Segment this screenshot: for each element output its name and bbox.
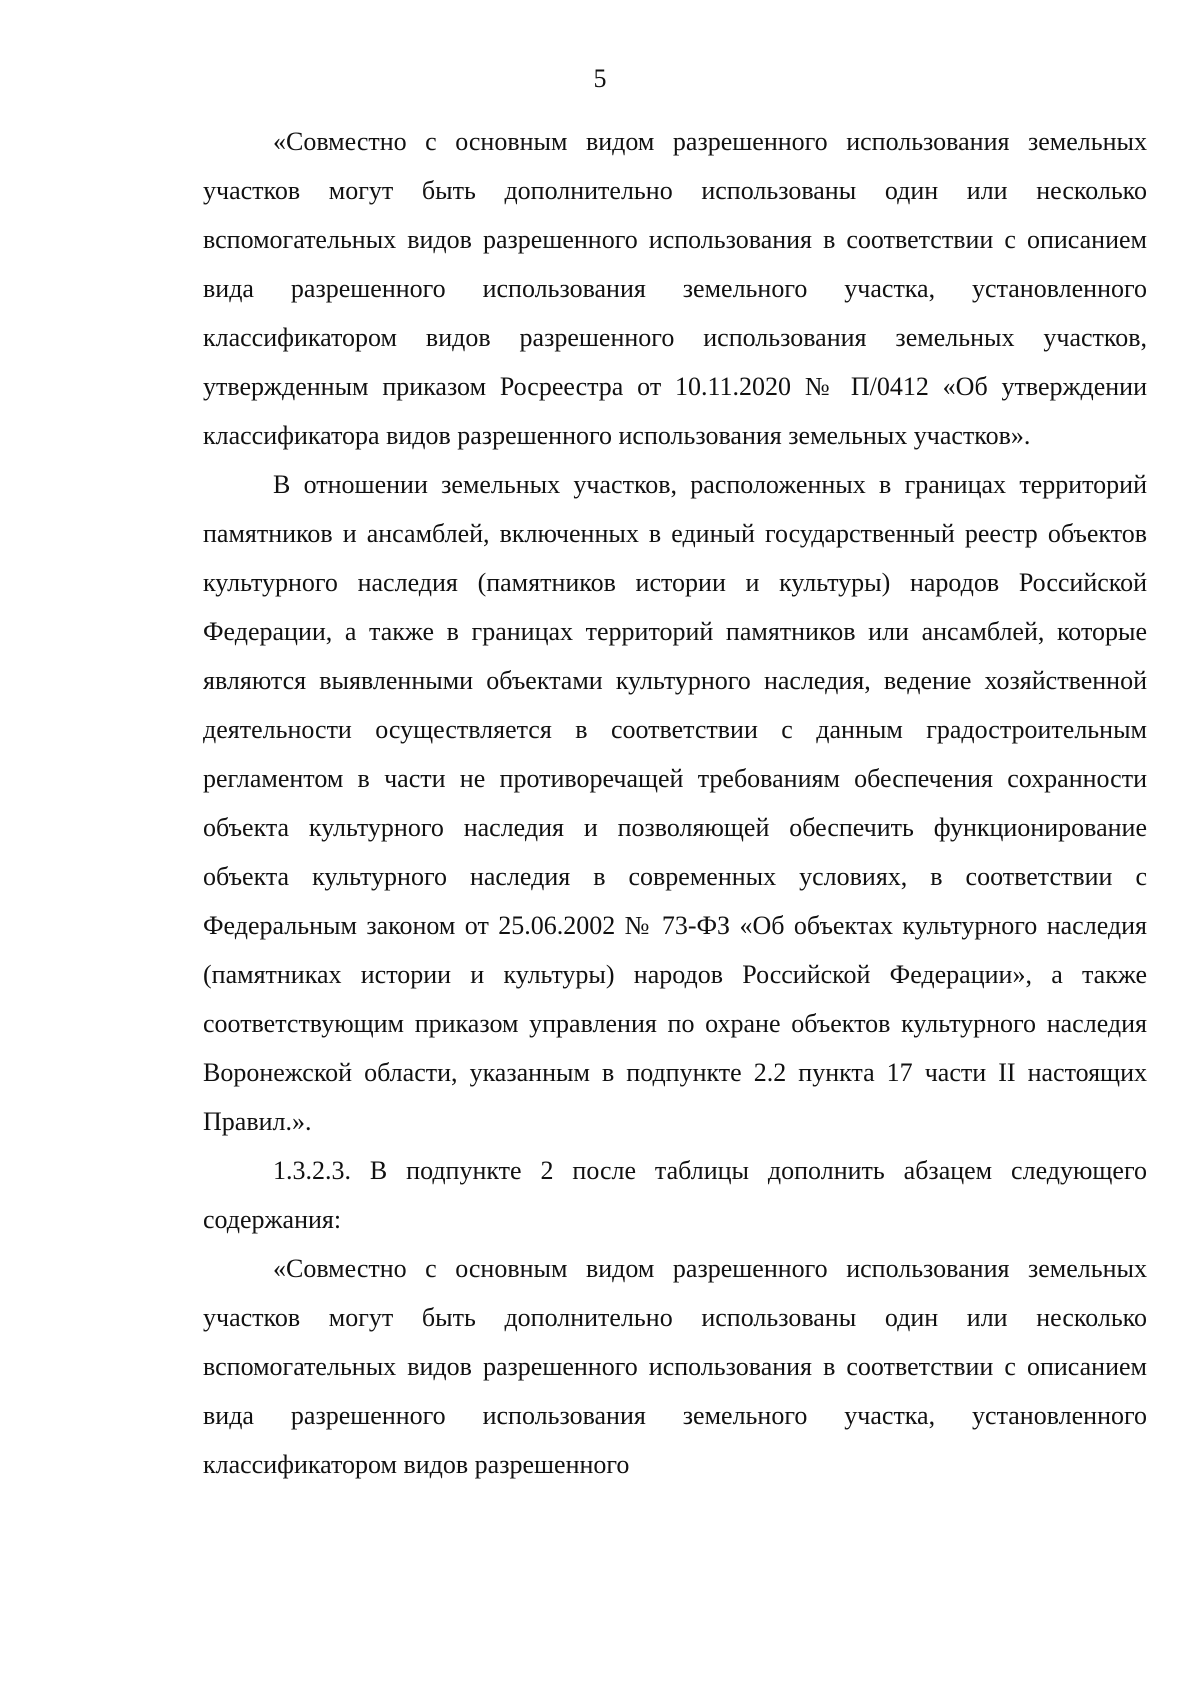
page-number: 5: [593, 64, 607, 93]
paragraph-cultural-heritage: В отношении земельных участков, расположенных в границах территорий памятников и ансамблей, включенных в единый государственный реестр объектов культурного наследия (памятников истории и культуры) народов Российской Федерации, а также в границах территорий памятников или ансамблей, которые являются выявленными объектами культурного наследия, ведение хозяйственной деятельности осуществляется в соответствии с данным градостроительным регламентом в части не противоречащей требованиям обеспечения сохранности объекта культурного наследия и позволяющей обеспечить функционирование объекта культурного наследия в современных условиях, в соответствии с Федеральным законом от 25.06.2002 № 73-ФЗ «Об объектах культурного наследия (памятниках истории и культуры) народов Российской Федерации», а также соответствующим приказом управления по охране объектов культурного наследия Воронежской области, указанным в подпункте 2.2 пункта 17 части II настоящих Правил.».: [203, 470, 1147, 1136]
paragraph-auxiliary-uses: «Совместно с основным видом разрешенного использования земельных участков могут быть дополнительно использованы один или несколько вспомогательных видов разрешенного использования в соответствии с описанием вида разрешенного использования земельного участка, установленного классификатором видов разрешенного использования земельных участков, утвержденным приказом Росреестра от 10.11.2020 № П/0412 «Об утверждении классификатора видов разрешенного использования земельных участков».: [203, 127, 1147, 450]
paragraph-auxiliary-uses-repeat: «Совместно с основным видом разрешенного использования земельных участков могут быть дополнительно использованы один или несколько вспомогательных видов разрешенного использования в соответствии с описанием вида разрешенного использования земельного участка, установленного классификатором видов разрешенного: [203, 1254, 1147, 1479]
paragraph-amendment-1-3-2-3: 1.3.2.3. В подпункте 2 после таблицы дополнить абзацем следующего содержания:: [203, 1156, 1147, 1234]
document-body: [203, 117, 1147, 1489]
